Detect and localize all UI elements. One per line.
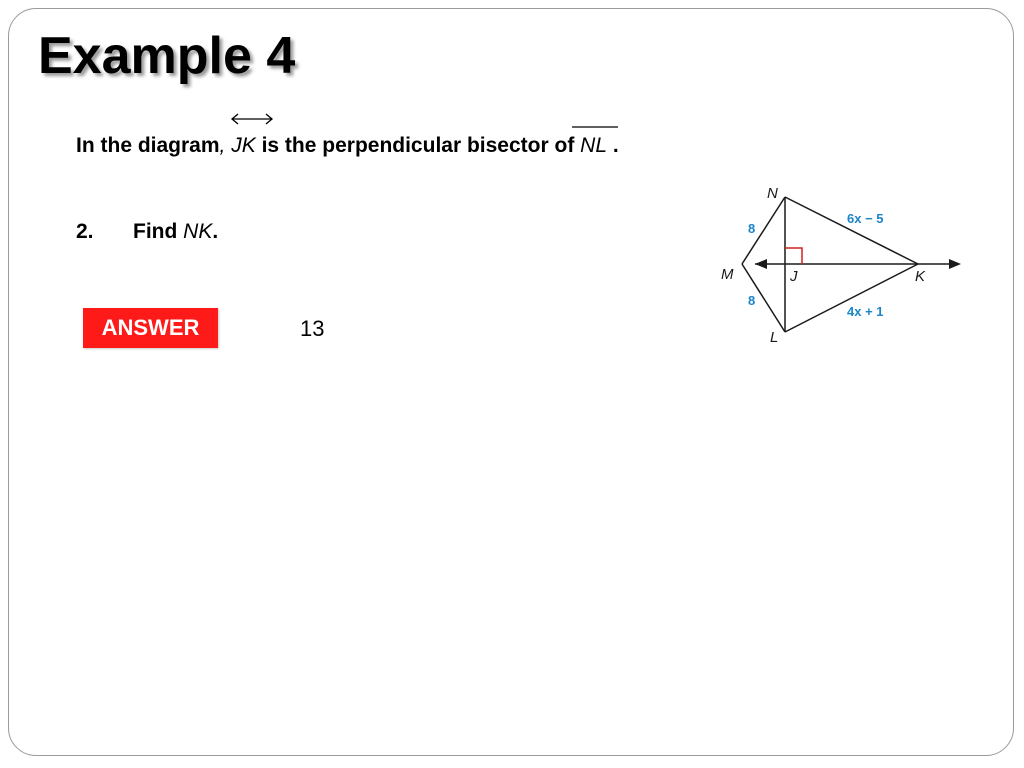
statement-suffix: . — [612, 134, 619, 157]
slide-title: Example 4 — [38, 27, 296, 85]
point-m-label: M — [721, 266, 734, 283]
statement-middle: is the perpendicular bisector of — [261, 134, 575, 157]
measure-nk-label: 6x − 5 — [847, 211, 884, 226]
question-2 — [76, 220, 218, 244]
point-k-label: K — [915, 268, 926, 285]
line-symbol-icon — [229, 112, 275, 126]
answer-badge: ANSWER — [83, 308, 218, 348]
answer-value: 13 — [300, 316, 325, 341]
line-jk — [231, 134, 256, 158]
right-angle-mark — [785, 248, 802, 264]
problem-statement — [76, 134, 619, 158]
arrowhead-right-icon — [949, 259, 961, 269]
segment-bar-icon — [572, 124, 618, 130]
segment-nl-label: NL — [580, 134, 608, 157]
measure-mn-label: 8 — [748, 221, 756, 236]
question-suffix: . — [212, 220, 219, 243]
segment-nk — [785, 197, 918, 264]
statement-comma: , — [219, 134, 226, 157]
segment-nl — [580, 134, 607, 158]
line-jk-label: JK — [231, 134, 256, 157]
point-n-label: N — [767, 185, 778, 202]
point-l-label: L — [770, 329, 779, 346]
slide-frame — [8, 8, 1014, 756]
kite-diagram — [715, 180, 975, 352]
segment-lk — [785, 264, 918, 332]
point-j-label: J — [790, 268, 798, 285]
measure-lk-label: 4x + 1 — [847, 304, 884, 319]
statement-prefix: In the diagram — [76, 134, 220, 157]
measure-ml-label: 8 — [748, 293, 756, 308]
question-number: 2. — [76, 220, 94, 243]
question-prefix: Find — [133, 220, 178, 243]
question-target: NK — [183, 220, 213, 243]
arrowhead-left-icon — [755, 259, 767, 269]
